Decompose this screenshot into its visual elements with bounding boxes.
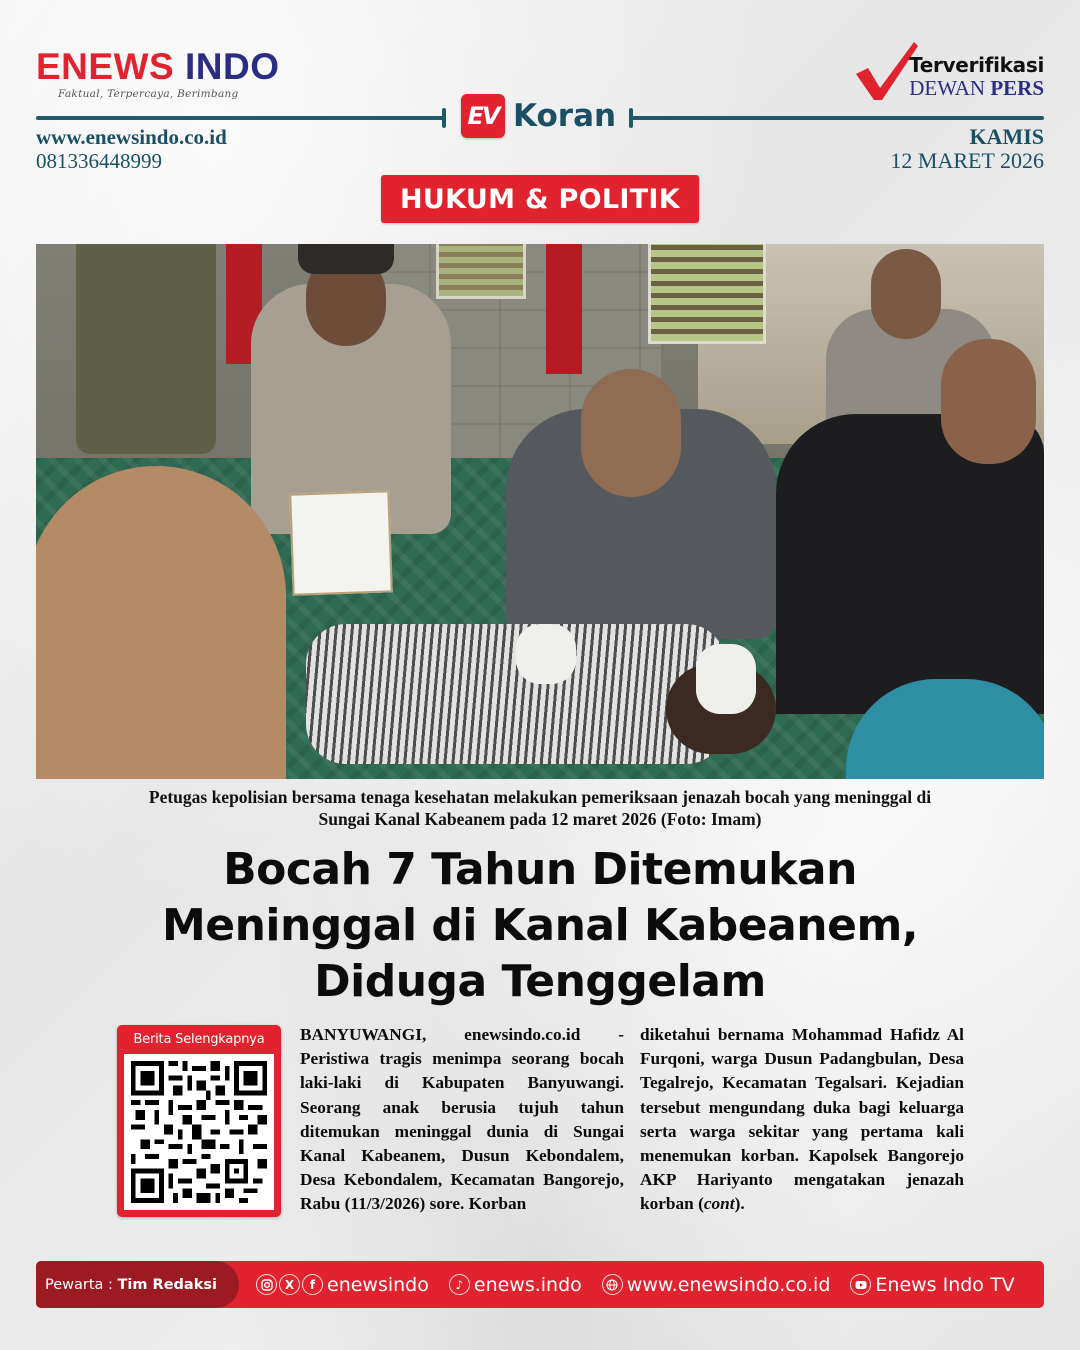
ev-logo-icon: EV	[461, 94, 505, 138]
website-link[interactable]: www.enewsindo.co.id	[36, 125, 227, 149]
photo-window	[648, 244, 766, 344]
section-badge	[461, 94, 616, 138]
issue-date-text: 12 MARET 2026	[890, 148, 1044, 173]
photo-officer-2-head	[871, 249, 941, 339]
verified-badge	[854, 40, 1044, 102]
section-label: Koran	[513, 98, 617, 134]
photo-person-standing	[76, 244, 216, 454]
social-group-website[interactable]	[602, 1274, 831, 1296]
photo-curtain	[546, 244, 582, 374]
qr-code-card[interactable]	[117, 1025, 281, 1217]
photo-officer-cap	[298, 244, 394, 274]
qr-title: Berita Selengkapnya	[133, 1032, 265, 1047]
pers-text: PERS	[990, 76, 1044, 100]
social-group-youtube[interactable]	[850, 1274, 1014, 1296]
category-badge: HUKUM & POLITIK	[381, 175, 699, 223]
news-photo	[36, 244, 1044, 779]
header-divider-left	[36, 116, 444, 120]
author-name: Tim Redaksi	[117, 1276, 217, 1293]
article-text: diketahui bernama Mohammad Hafidz Al Furqoni, warga Dusun Padangbulan, Desa Tegalrejo, Kecamatan Tegalsari. Kejadian tersebut mengundang duka bagi keluarga serta warga sekitar yang pertama kali menemukan korban. Kapolsek Bangorejo AKP Hariyanto mengatakan jenazah korban (	[640, 1025, 964, 1214]
brand-name-enews: ENEWS	[36, 46, 175, 87]
author-credit	[36, 1261, 239, 1308]
brand-name	[36, 48, 279, 85]
brand-name-indo: INDO	[184, 46, 280, 87]
header-divider-right	[630, 116, 1044, 120]
brand-logo	[36, 48, 279, 100]
photo-glove	[696, 644, 756, 714]
dewan-pers-label	[909, 78, 1044, 99]
social-handle[interactable]: enewsindo	[327, 1273, 429, 1296]
photo-health-worker-head	[581, 369, 681, 497]
issue-date	[890, 125, 1044, 173]
headline-line: Meninggal di Kanal Kabeanem,	[161, 900, 919, 951]
phone-number: 081336448999	[36, 149, 162, 173]
dewan-text: DEWAN	[909, 76, 986, 100]
photo-man-head	[941, 339, 1036, 464]
youtube-icon[interactable]	[850, 1274, 871, 1295]
photo-woman-hijab	[36, 466, 286, 779]
x-icon[interactable]: X	[279, 1274, 300, 1295]
author-label: Pewarta :	[45, 1276, 113, 1293]
globe-icon[interactable]	[602, 1274, 623, 1295]
headline-line: Bocah 7 Tahun Ditemukan	[223, 844, 857, 895]
footer-website[interactable]: www.enewsindo.co.id	[626, 1273, 831, 1296]
photo-window	[436, 244, 526, 299]
divider-cap	[442, 108, 446, 128]
caption-line: Petugas kepolisian bersama tenaga kesehatan melakukan pemeriksaan jenazah bocah yang meninggal di	[148, 787, 932, 807]
verified-label: Terverifikasi	[909, 53, 1044, 77]
caption-line: Sungai Kanal Kabeanem pada 12 maret 2026 (Foto: Imam)	[318, 809, 762, 829]
headline-line: Diduga Tenggelam	[314, 956, 766, 1007]
article-column-1: BANYUWANGI, enewsindo.co.id - Peristiwa tragis menimpa seorang bocah laki-laki di Kabupaten Banyuwangi. Seorang anak berusia tujuh tahun ditemukan meninggal dunia di Sungai Kanal Kabeanem, Dusun Kebondalem, Desa Kebondalem, Kecamatan Bangorejo, Rabu (11/3/2026) sore. Korban	[300, 1025, 624, 1214]
social-links	[256, 1274, 1015, 1296]
headline	[60, 842, 1020, 1010]
photo-glove	[516, 624, 576, 684]
contact-info	[36, 125, 227, 173]
tiktok-icon[interactable]: ♪	[449, 1274, 470, 1295]
photo-clipboard	[289, 490, 392, 595]
article-column-2	[640, 1023, 964, 1217]
instagram-icon[interactable]	[256, 1274, 277, 1295]
brand-tagline: Faktual, Terpercaya, Berimbang	[58, 88, 239, 100]
social-group-tiktok[interactable]	[449, 1274, 582, 1296]
tiktok-handle[interactable]: enews.indo	[473, 1273, 582, 1296]
social-group-enewsindo[interactable]	[256, 1274, 429, 1296]
youtube-channel[interactable]: Enews Indo TV	[875, 1273, 1015, 1296]
facebook-icon[interactable]: f	[302, 1274, 323, 1295]
photo-caption	[40, 786, 1040, 830]
qr-code-icon[interactable]	[124, 1054, 274, 1210]
continued-marker: cont	[703, 1194, 735, 1214]
issue-day: KAMIS	[969, 124, 1044, 149]
footer-bar	[36, 1261, 1044, 1308]
article-text-end: ).	[734, 1194, 745, 1214]
